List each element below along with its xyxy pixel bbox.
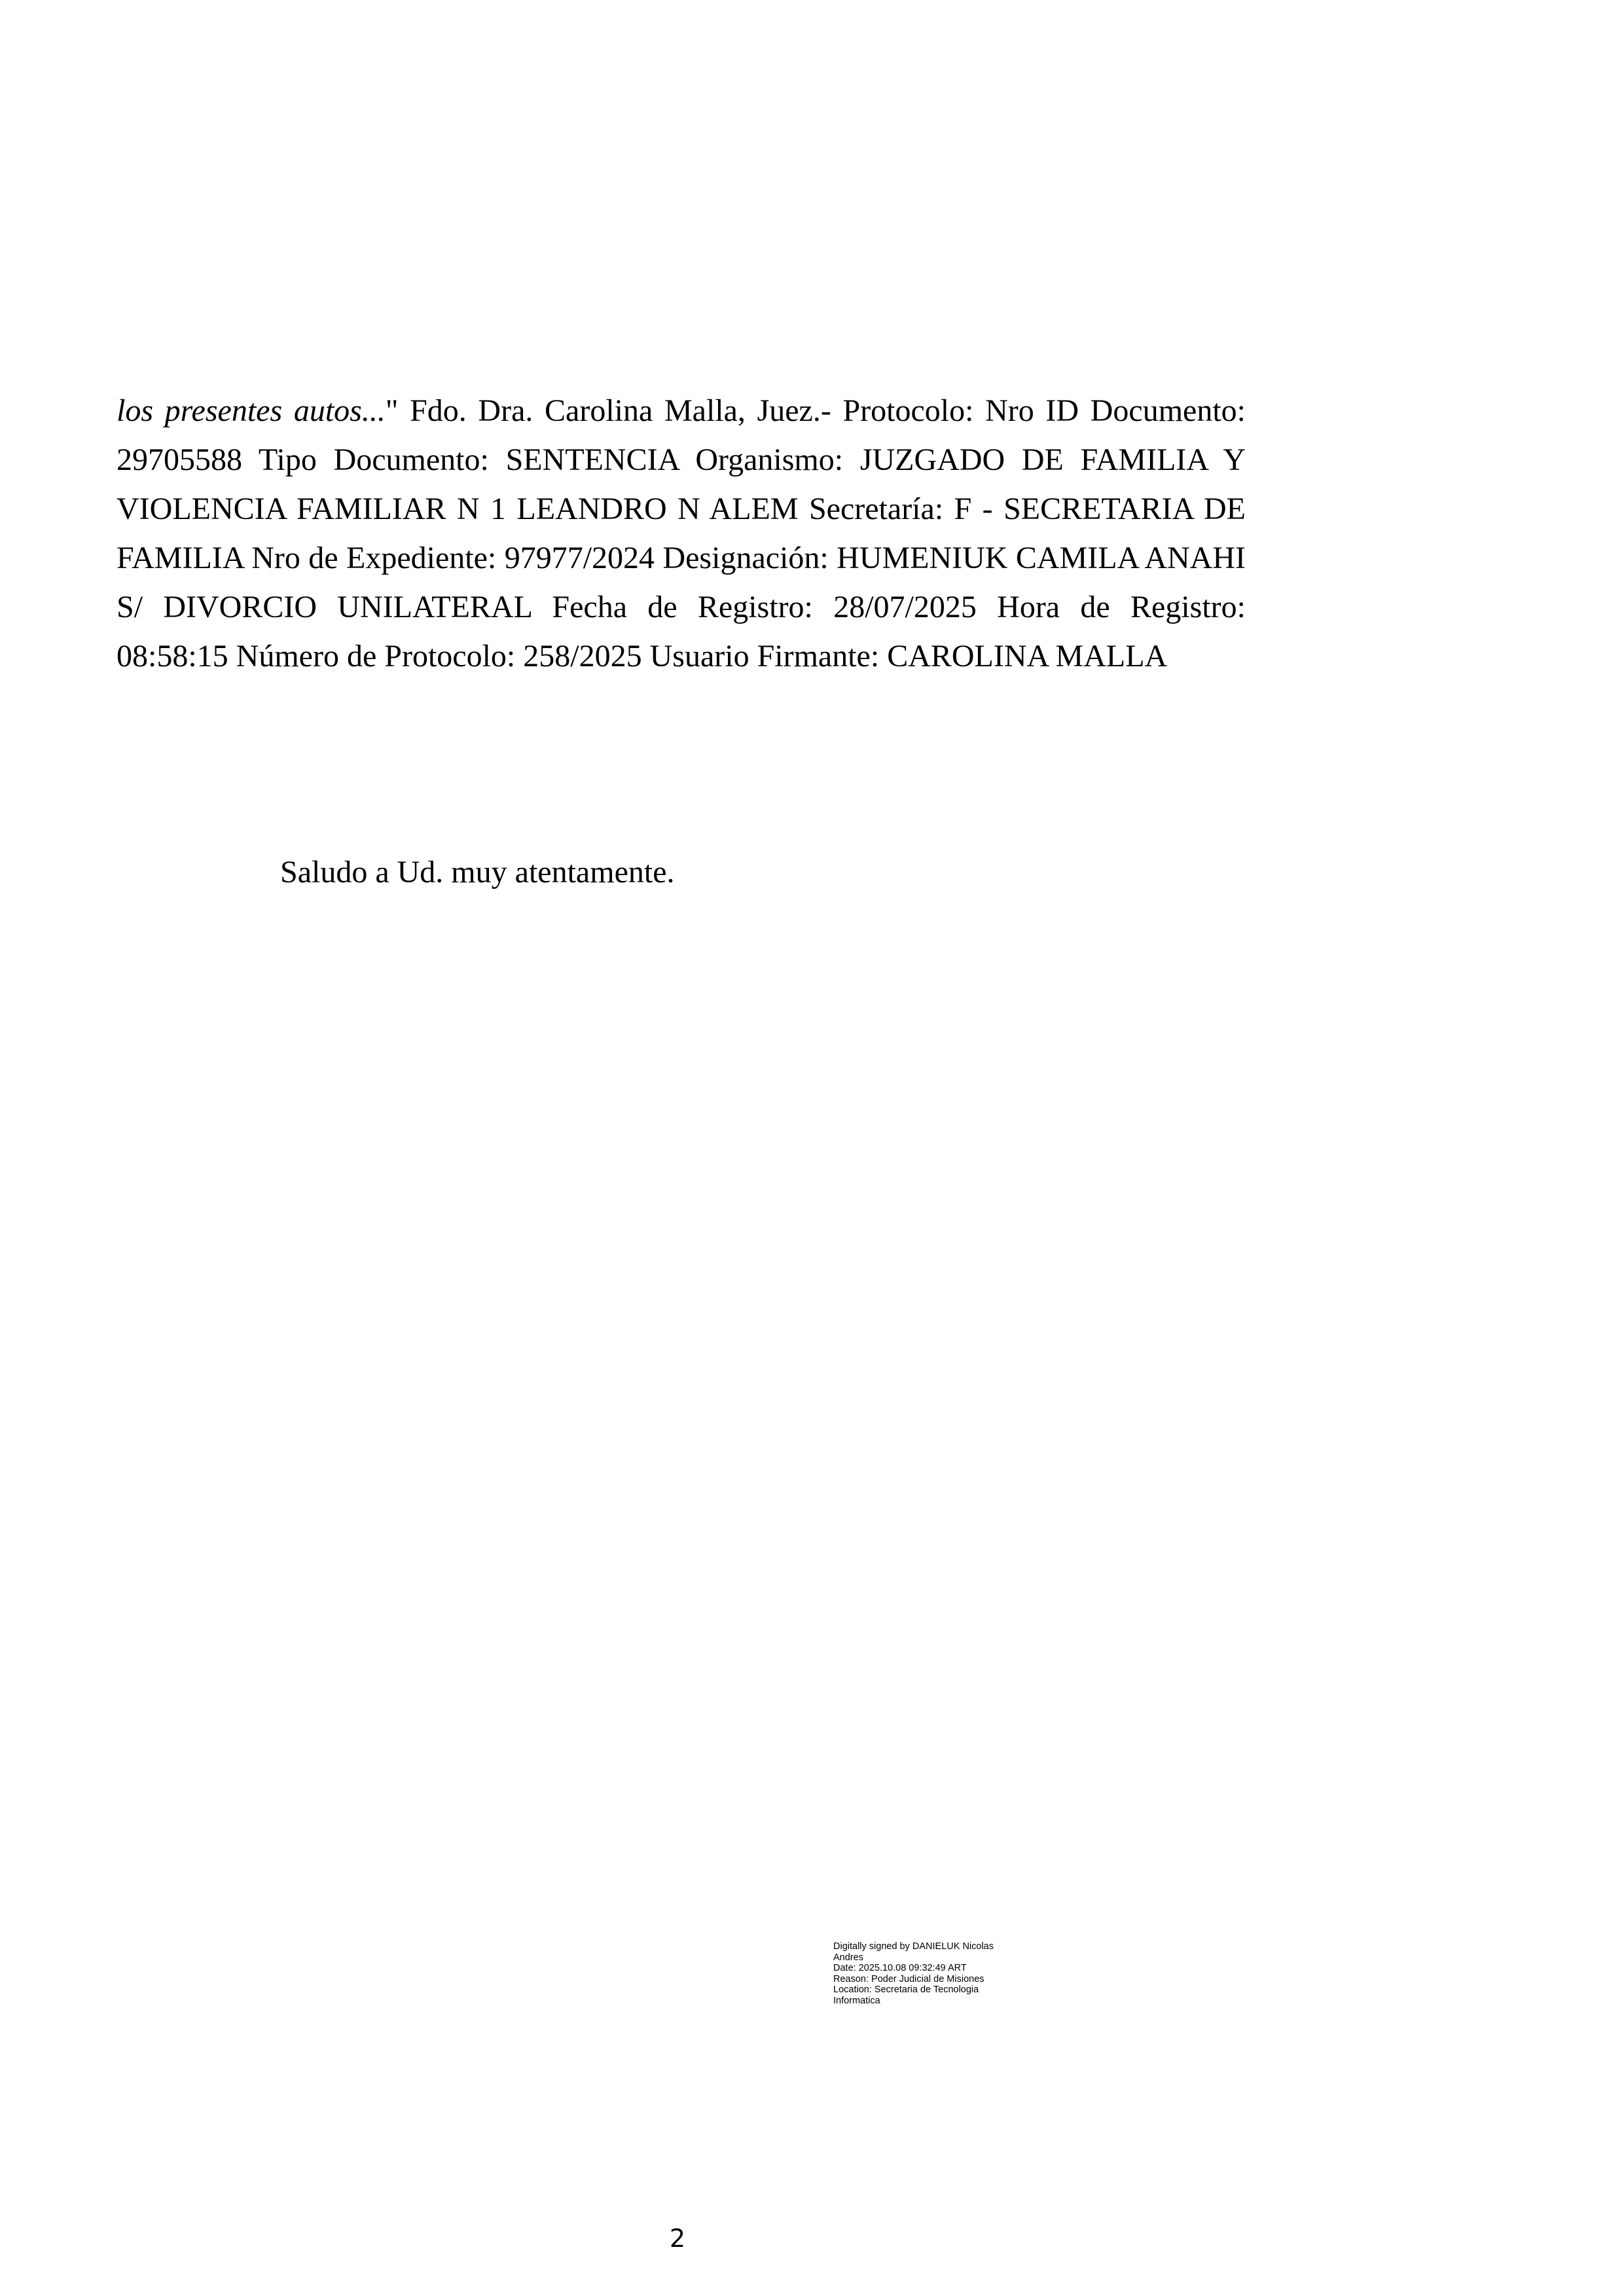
signature-line-location: Location: Secretaria de Tecnologia: [833, 1984, 979, 1995]
signature-line-date: Date: 2025.10.08 09:32:49 ART: [833, 1963, 967, 1973]
signature-line-location-cont: Informatica: [833, 1995, 880, 2006]
signature-line-reason: Reason: Poder Judicial de Misiones: [833, 1973, 984, 1984]
body-text: " Fdo. Dra. Carolina Malla, Juez.- Protocolo: Nro ID Documento: 29705588 Tipo Documento: SENTENCIA Organismo: JUZGADO DE FAMILIA Y VIOLENCIA FAMILIAR N 1 LEANDRO N ALEM Secretaría: F - SECRETARIA DE FAMILIA Nro de Expediente: 97977/2024 Designación: HUMENIUK CAMILA ANAHI S/ DIVORCIO UNILATERAL Fecha de Registro: 28/07/2025 Hora de Registro: 08:58:15 Número de Protocolo: 258/2025 Usuario Firmante: CAROLINA MALLA: [117, 393, 1246, 673]
body-italic-lead: los presentes autos...: [117, 393, 386, 428]
signature-line-signer-name: Andres: [833, 1952, 863, 1963]
closing-salutation: Saludo a Ud. muy atentamente.: [280, 855, 675, 889]
signature-line-signed-by: Digitally signed by DANIELUK Nicolas: [833, 1941, 994, 1952]
page-number: 2: [669, 2224, 686, 2253]
digital-signature-block: [833, 1941, 1069, 2006]
body-paragraph: [117, 386, 1246, 681]
